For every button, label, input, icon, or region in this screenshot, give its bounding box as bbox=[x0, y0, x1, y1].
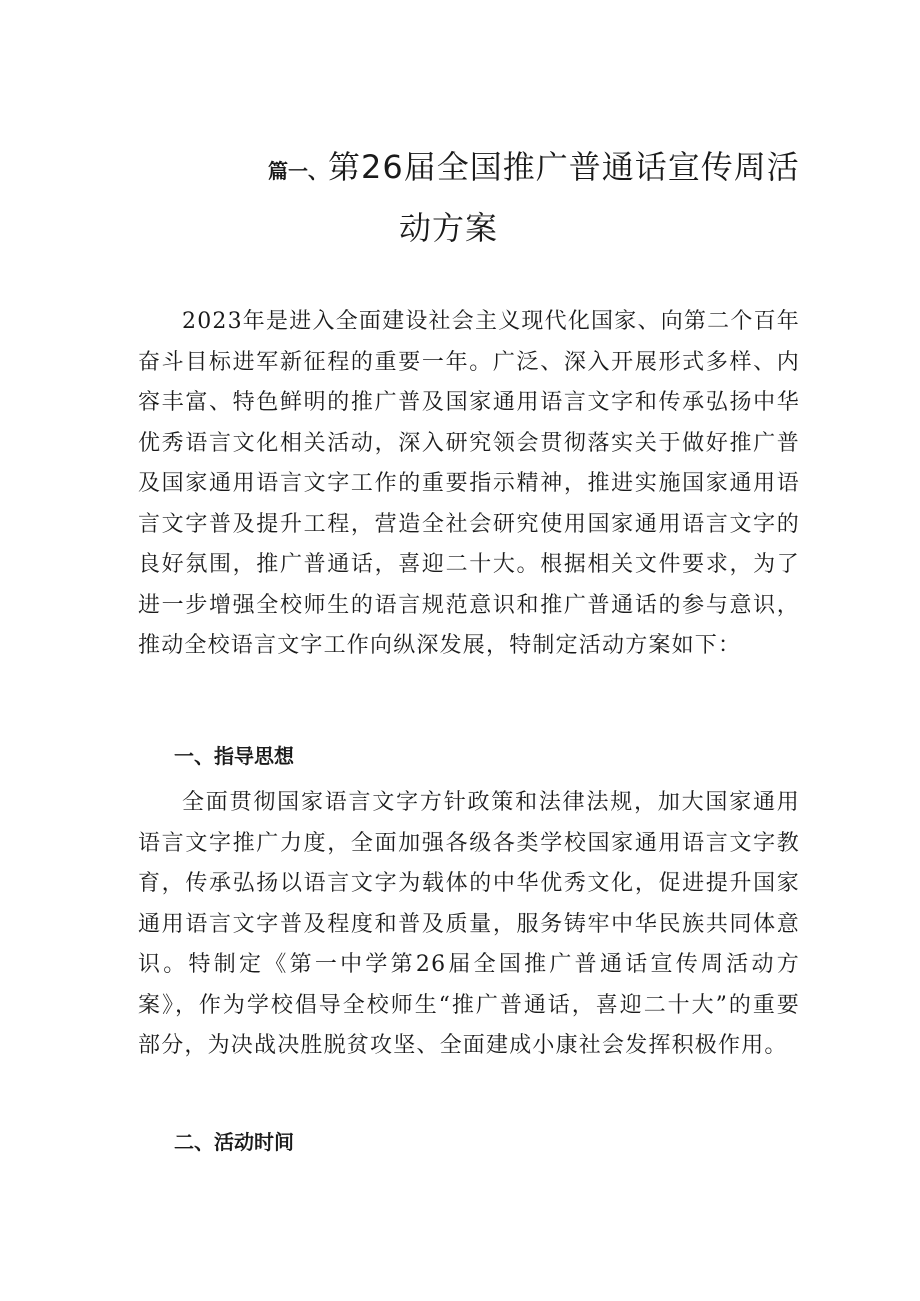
document-title-continued: 动方案 bbox=[399, 209, 499, 247]
guiding-ideology-paragraph: 全面贯彻国家语言文字方针政策和法律法规，加大国家通用语言文字推广力度，全面加强各级各类学校国家通用语言文字教育，传承弘扬以语言文字为载体的中华优秀文化，促进提升国家通用语言文字普及程度和普及质量，服务铸牢中华民族共同体意识。特制定《第一中学第26届全国推广普通话宣传周活动方案》，作为学校倡导全校师生“推广普通话，喜迎二十大”的重要部分，为决战决胜脱贫攻坚、全面建成小康社会发挥积极作用。 bbox=[138, 790, 800, 1058]
section-heading-guiding-ideology: 一、指导思想 bbox=[174, 744, 294, 768]
title-prefix: 篇一、 bbox=[268, 159, 328, 183]
intro-paragraph: 2023年是进入全面建设社会主义现代化国家、向第二个百年奋斗目标进军新征程的重要一年。广泛、深入开展形式多样、内容丰富、特色鲜明的推广普及国家通用语言文字和传承弘扬中华优秀语言文化相关活动，深入研究领会贯彻落实关于做好推广普及国家通用语言文字工作的重要指示精神，推进实施国家通用语言文字普及提升工程，营造全社会研究使用国家通用语言文字的良好氛围，推广普通话，喜迎二十大。根据相关文件要求，为了进一步增强全校师生的语言规范意识和推广普通话的参与意识，推动全校语言文字工作向纵深发展，特制定活动方案如下： bbox=[138, 309, 800, 658]
title-main-text: 第26届全国推广普通话宣传周活 bbox=[328, 148, 800, 186]
section-heading-activity-time: 二、活动时间 bbox=[174, 1130, 294, 1154]
document-title bbox=[268, 142, 800, 188]
